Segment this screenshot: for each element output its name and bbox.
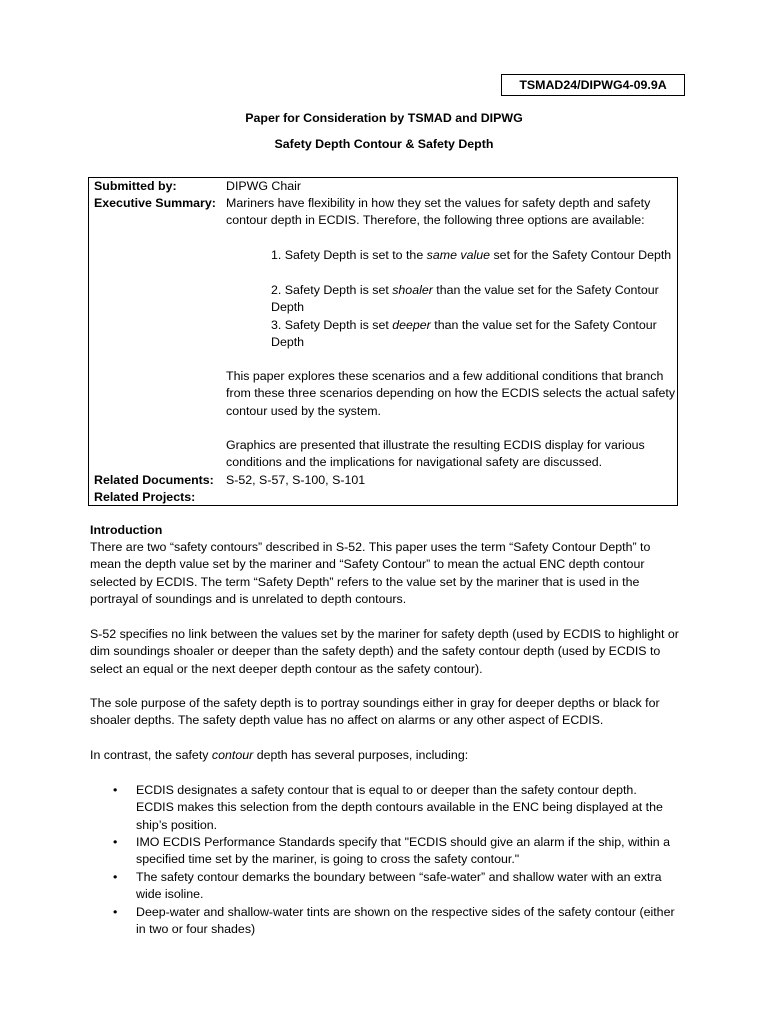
executive-summary-intro: Mariners have flexibility in how they set the values for safety depth and safety contour depth in ECDIS. Therefore, the following three options are available: — [226, 196, 651, 228]
submitted-by-value: DIPWG Chair — [226, 179, 302, 193]
summary-table — [88, 177, 678, 506]
bullet-icon: • — [113, 905, 118, 919]
bullet-item: ECDIS designates a safety contour that is equal to or deeper than the safety contour depth. ECDIS makes this selection from the depth contours available in the ENC being displayed at the ship’s position. — [136, 783, 663, 832]
bullet-item: IMO ECDIS Performance Standards specify that "ECDIS should give an alarm if the ship, within a specified time set by the mariner, is going to cross the safety contour." — [136, 835, 670, 867]
bullet-item: The safety contour demarks the boundary between “safe-water” and shallow water with an extra wide isoline. — [136, 870, 662, 902]
paper-title: Paper for Consideration by TSMAD and DIPWG — [245, 111, 523, 125]
intro-paragraph-2: S-52 specifies no link between the values set by the mariner for safety depth (used by ECDIS to highlight or dim soundings shoaler or deeper than the safety depth) and the safety contour depth (used by ECDIS to select an equal or the next deeper depth contour as the safety contour). — [90, 627, 679, 676]
option-2: 2. Safety Depth is set shoaler than the value set for the Safety Contour Depth — [271, 283, 659, 315]
related-documents-value: S-52, S-57, S-100, S-101 — [226, 473, 366, 487]
related-projects-label: Related Projects: — [94, 490, 196, 504]
bullet-icon: • — [113, 870, 118, 884]
document-reference-box: TSMAD24/DIPWG4-09.9A — [501, 74, 685, 96]
bullet-icon: • — [113, 783, 118, 797]
related-documents-label: Related Documents: — [94, 473, 214, 487]
intro-paragraph-3: The sole purpose of the safety depth is to portray soundings either in gray for deeper depths or black for shoaler depths. The safety depth value has no affect on alarms or any other aspect of ECDIS. — [90, 696, 660, 728]
executive-summary-paragraph-2: This paper explores these scenarios and a few additional conditions that branch from these three scenarios depending on how the ECDIS selects the actual safety contour used by the system. — [226, 369, 676, 418]
executive-summary-label: Executive Summary: — [94, 196, 216, 210]
intro-paragraph-1: There are two “safety contours” described in S-52. This paper uses the term “Safety Contour Depth” to mean the depth value set by the mariner and “Safety Contour” to mean the actual ENC depth contour selected by ECDIS. The term “Safety Depth” refers to the value set by the mariner that is used in the portrayal of soundings and is unrelated to depth contours. — [90, 540, 651, 607]
executive-summary-paragraph-3: Graphics are presented that illustrate the resulting ECDIS display for various conditions and the implications for navigational safety are discussed. — [226, 438, 645, 470]
bullet-item: Deep-water and shallow-water tints are shown on the respective sides of the safety contour (either in two or four shades) — [136, 905, 675, 937]
paper-subtitle: Safety Depth Contour & Safety Depth — [274, 137, 494, 151]
introduction-heading: Introduction — [90, 523, 163, 537]
intro-paragraph-4: In contrast, the safety contour depth has several purposes, including: — [90, 748, 469, 762]
bullet-icon: • — [113, 835, 118, 849]
option-3: 3. Safety Depth is set deeper than the value set for the Safety Contour Depth — [271, 318, 657, 350]
option-1: 1. Safety Depth is set to the same value set for the Safety Contour Depth — [271, 248, 672, 262]
submitted-by-label: Submitted by: — [94, 179, 177, 193]
